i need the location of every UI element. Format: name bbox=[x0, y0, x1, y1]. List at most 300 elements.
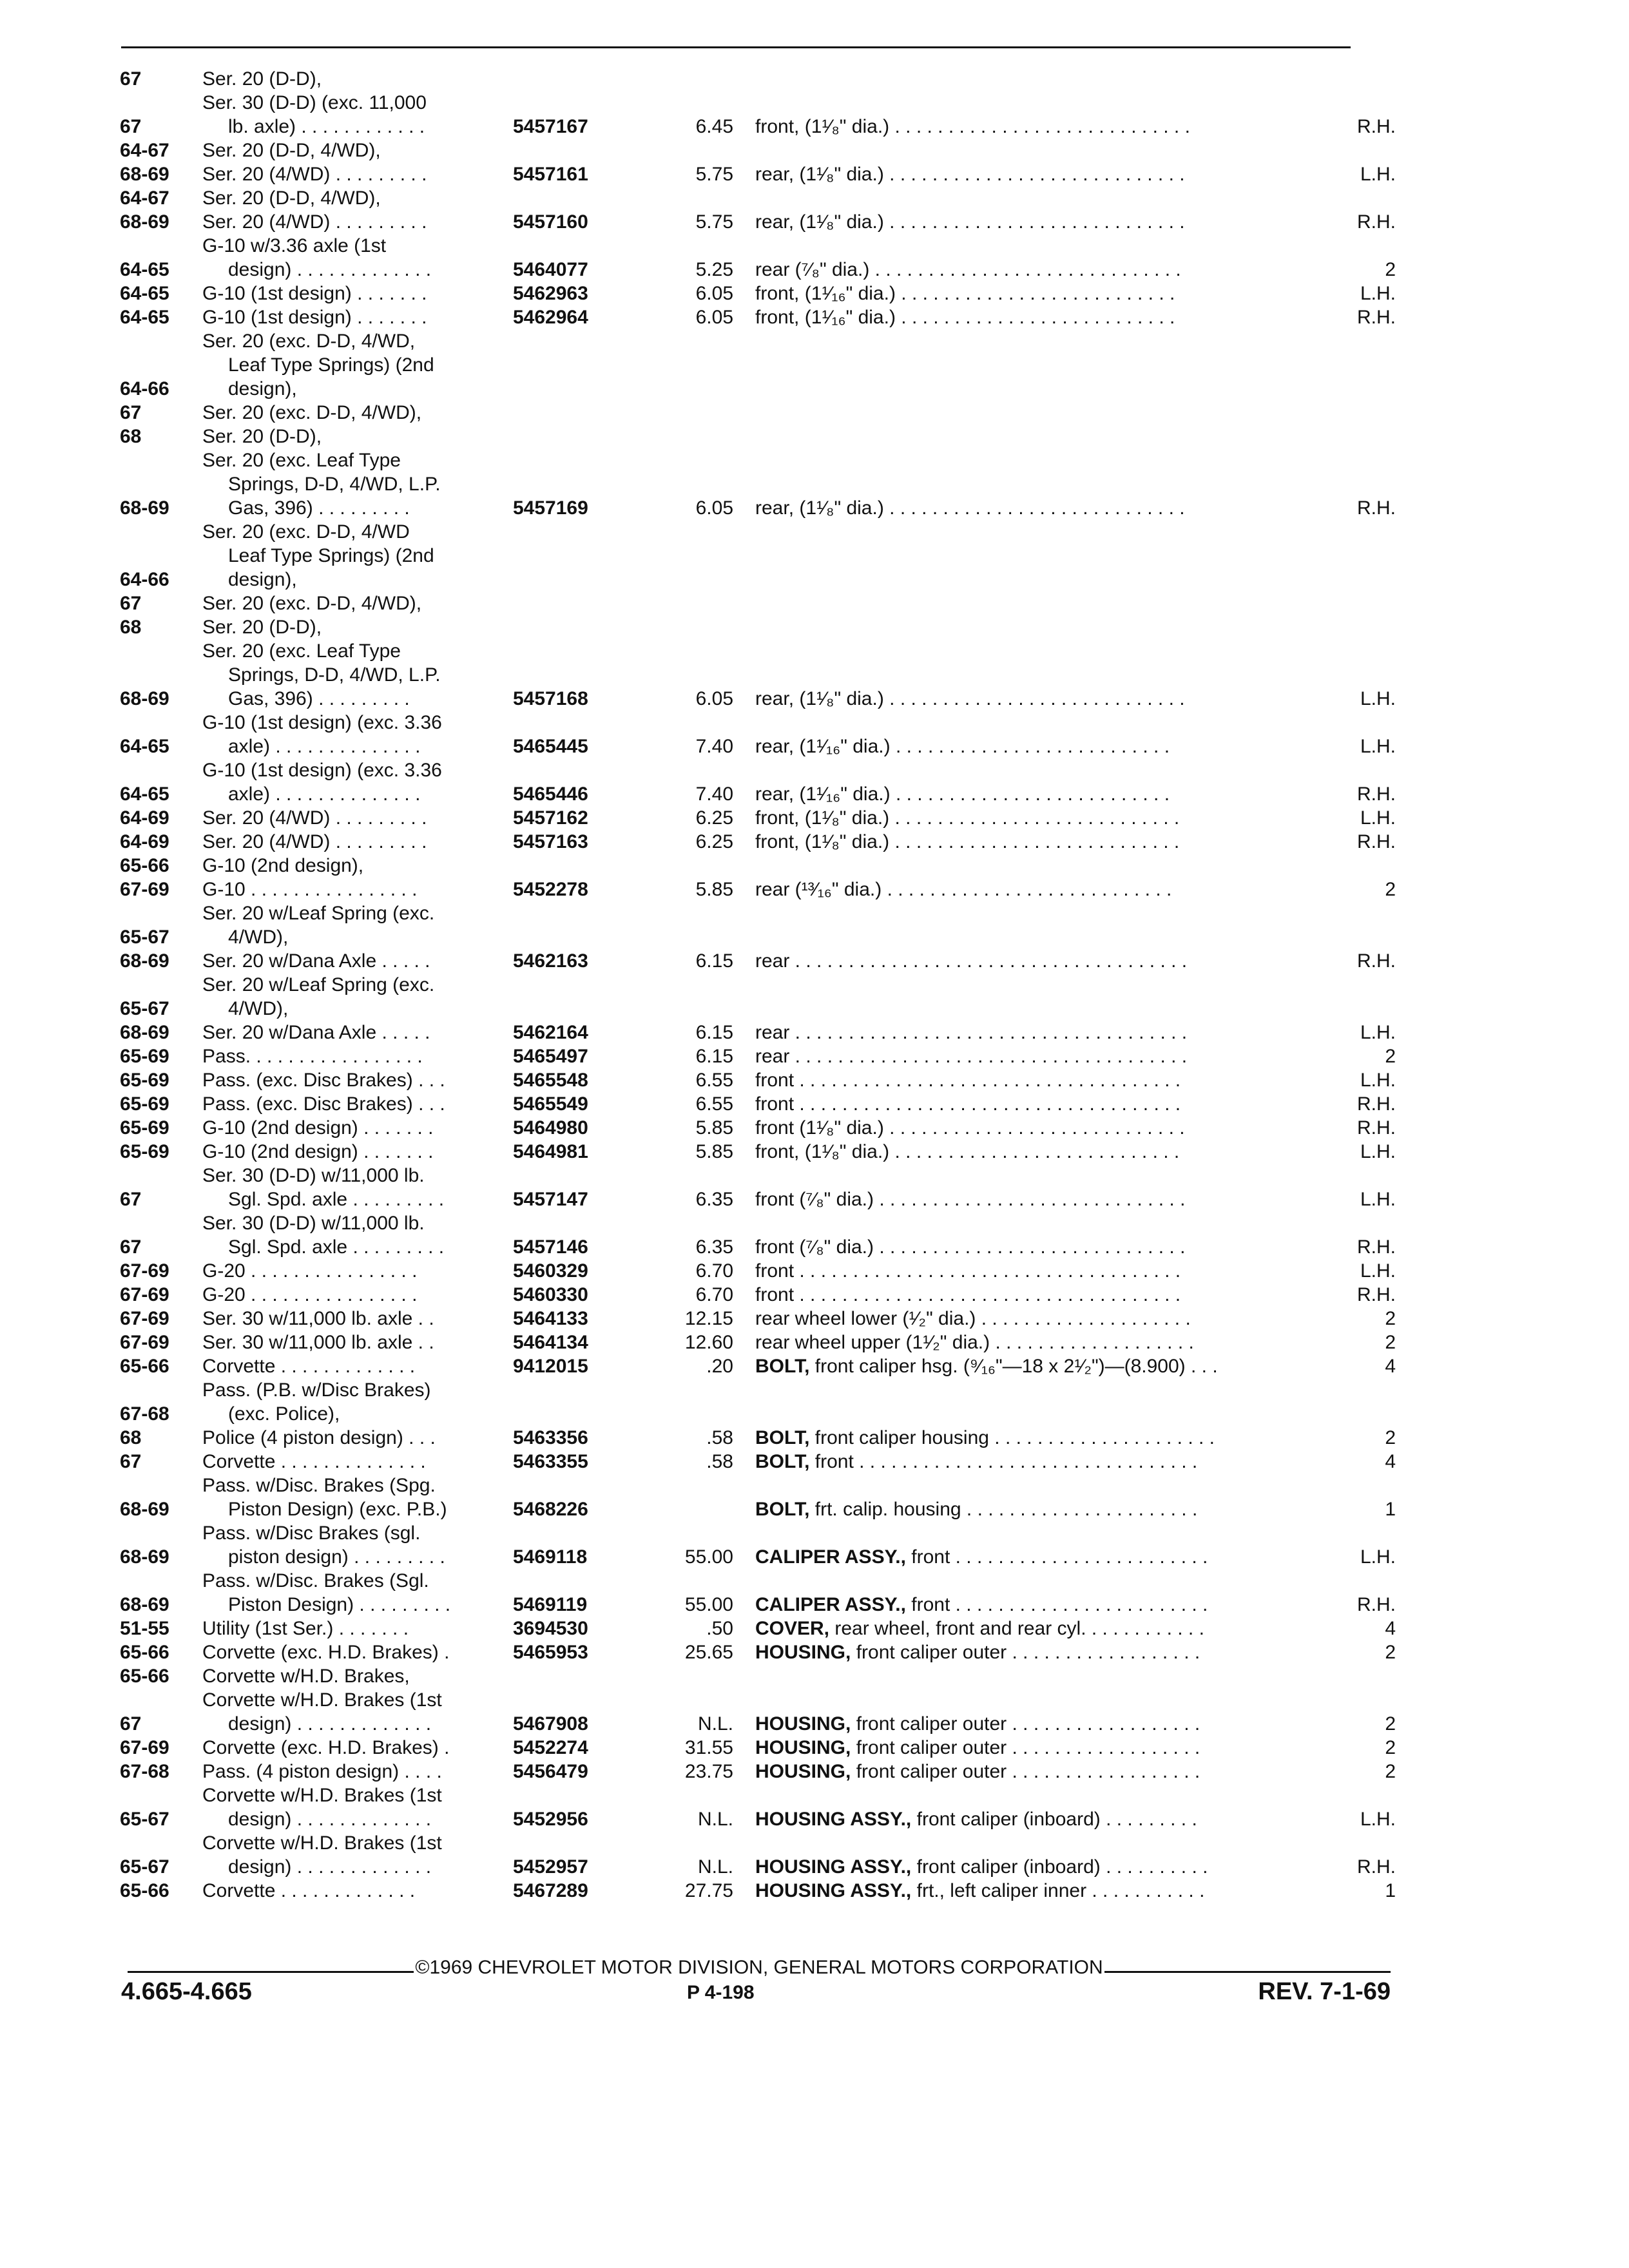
part-number: 5457162 bbox=[513, 807, 588, 829]
list-price: 5.75 bbox=[695, 164, 733, 185]
description-text: front caliper hsg. (⁹⁄₁₆"—18 x 2¹⁄₂")—(8.900) . . . bbox=[809, 1356, 1218, 1377]
table-row bbox=[120, 1450, 1396, 1474]
part-name: HOUSING, bbox=[755, 1737, 851, 1758]
table-row bbox=[120, 234, 1396, 282]
quantity-side: R.H. bbox=[1357, 783, 1396, 805]
model-application bbox=[202, 901, 513, 949]
model-years: 68-69 bbox=[120, 1546, 169, 1568]
quantity-side: 2 bbox=[1385, 1761, 1396, 1782]
part-number: 5464134 bbox=[513, 1332, 588, 1353]
quantity-side: 2 bbox=[1385, 1642, 1396, 1663]
part-description bbox=[755, 1283, 1325, 1307]
quantity-side: 2 bbox=[1385, 1427, 1396, 1448]
model-application bbox=[202, 830, 513, 854]
quantity-side: L.H. bbox=[1360, 1189, 1396, 1210]
model-application bbox=[202, 1569, 513, 1617]
model-line: Ser. 30 (D-D) w/11,000 lb. bbox=[202, 1165, 425, 1186]
top-rule bbox=[121, 46, 1351, 48]
part-name: HOUSING ASSY., bbox=[755, 1809, 912, 1830]
model-line: Corvette w/H.D. Brakes, bbox=[202, 1666, 410, 1687]
table-row bbox=[120, 615, 1396, 639]
model-application bbox=[202, 973, 513, 1021]
table-row bbox=[120, 973, 1396, 1021]
part-number: 5457147 bbox=[513, 1189, 588, 1210]
description-text: front caliper outer . . . . . . . . . . . . . . . . . . bbox=[851, 1761, 1200, 1782]
part-number: 5467908 bbox=[513, 1713, 588, 1735]
model-application bbox=[202, 1760, 513, 1783]
list-price: .58 bbox=[706, 1427, 733, 1448]
model-application bbox=[202, 639, 513, 711]
model-line: lb. axle) . . . . . . . . . . . . bbox=[228, 116, 425, 137]
part-description bbox=[755, 1354, 1325, 1378]
part-description bbox=[755, 1068, 1325, 1092]
model-application bbox=[202, 210, 513, 234]
model-years: 67-69 bbox=[120, 1260, 169, 1282]
model-application bbox=[202, 425, 513, 448]
model-line: Ser. 20 (exc. Leaf Type bbox=[202, 640, 401, 662]
part-description bbox=[755, 1593, 1325, 1617]
quantity-side: L.H. bbox=[1360, 1260, 1396, 1282]
part-description bbox=[755, 282, 1325, 305]
footer-group-range: 4.665-4.665 bbox=[121, 1978, 252, 2005]
model-line: Ser. 20 (4/WD) . . . . . . . . . bbox=[202, 164, 427, 185]
model-line: Corvette . . . . . . . . . . . . . bbox=[202, 1880, 416, 1901]
description-text: front . . . . . . . . . . . . . . . . . . . . . . . . . . . . . . . . . . . . bbox=[755, 1260, 1181, 1282]
footer-bottom bbox=[121, 1978, 1391, 2010]
part-number: 5452957 bbox=[513, 1856, 588, 1878]
table-row bbox=[120, 1617, 1396, 1640]
part-description bbox=[755, 210, 1325, 234]
description-text: front (⁷⁄₈" dia.) . . . . . . . . . . . . . . . . . . . . . . . . . . . . . bbox=[755, 1236, 1186, 1258]
description-text: front . . . . . . . . . . . . . . . . . . . . . . . . bbox=[905, 1594, 1208, 1615]
model-application bbox=[202, 1021, 513, 1044]
part-description bbox=[755, 1426, 1325, 1450]
part-description bbox=[755, 162, 1325, 186]
table-row bbox=[120, 1021, 1396, 1044]
model-years: 65-69 bbox=[120, 1046, 169, 1067]
quantity-side: L.H. bbox=[1360, 688, 1396, 709]
table-row bbox=[120, 878, 1396, 901]
model-years: 64-67 bbox=[120, 187, 169, 209]
model-line: Ser. 20 (exc. D-D, 4/WD bbox=[202, 521, 410, 543]
table-row bbox=[120, 1760, 1396, 1783]
table-row bbox=[120, 1354, 1396, 1378]
table-row bbox=[120, 1521, 1396, 1569]
model-application bbox=[202, 1831, 513, 1879]
model-application bbox=[202, 186, 513, 210]
model-application bbox=[202, 1664, 513, 1688]
model-line: G-10 (1st design) (exc. 3.36 bbox=[202, 712, 442, 733]
model-years: 65-69 bbox=[120, 1070, 169, 1091]
description-text: front . . . . . . . . . . . . . . . . . . . . . . . . . . . . . . . . . . . . bbox=[755, 1093, 1181, 1115]
model-line: Pass. (exc. Disc Brakes) . . . bbox=[202, 1093, 445, 1115]
model-line: Piston Design) . . . . . . . . . bbox=[228, 1594, 451, 1615]
description-text: rear wheel upper (1¹⁄₂" dia.) . . . . . . . . . . . . . . . . . . . bbox=[755, 1332, 1194, 1353]
table-row bbox=[120, 139, 1396, 162]
description-text: front caliper (inboard) . . . . . . . . . bbox=[911, 1809, 1197, 1830]
model-line: Police (4 piston design) . . . bbox=[202, 1427, 436, 1448]
model-years: 67 bbox=[120, 1236, 142, 1258]
list-price: 55.00 bbox=[684, 1594, 733, 1615]
model-line: Pass. (4 piston design) . . . . bbox=[202, 1761, 442, 1782]
table-row bbox=[120, 1140, 1396, 1164]
quantity-side: 2 bbox=[1385, 1046, 1396, 1067]
table-row bbox=[120, 854, 1396, 878]
model-line: 4/WD), bbox=[228, 927, 289, 948]
model-line: Ser. 20 (exc. D-D, 4/WD), bbox=[202, 402, 422, 423]
list-price: 6.05 bbox=[695, 283, 733, 304]
list-price: 31.55 bbox=[684, 1737, 733, 1758]
list-price: 5.85 bbox=[695, 1117, 733, 1139]
list-price: 6.05 bbox=[695, 497, 733, 519]
model-application bbox=[202, 1164, 513, 1211]
model-years: 67 bbox=[120, 68, 142, 90]
part-number: 5465548 bbox=[513, 1070, 588, 1091]
table-row bbox=[120, 305, 1396, 329]
model-years: 67 bbox=[120, 593, 142, 614]
list-price: 6.55 bbox=[695, 1070, 733, 1091]
model-years: 64-65 bbox=[120, 283, 169, 304]
model-years: 68-69 bbox=[120, 1594, 169, 1615]
parts-catalog-table bbox=[120, 67, 1396, 1903]
part-number: 5460330 bbox=[513, 1284, 588, 1305]
model-line: Ser. 20 (D-D), bbox=[202, 68, 322, 90]
list-price: 6.25 bbox=[695, 831, 733, 852]
list-price: 12.15 bbox=[684, 1308, 733, 1329]
model-line: Corvette . . . . . . . . . . . . . bbox=[202, 1356, 416, 1377]
part-number: 5465446 bbox=[513, 783, 588, 805]
model-line: Pass. w/Disc Brakes (sgl. bbox=[202, 1523, 421, 1544]
part-description bbox=[755, 1116, 1325, 1140]
model-application bbox=[202, 806, 513, 830]
model-application bbox=[202, 615, 513, 639]
model-application bbox=[202, 1354, 513, 1378]
model-application bbox=[202, 1140, 513, 1164]
list-price: N.L. bbox=[697, 1856, 733, 1878]
list-price: 5.75 bbox=[695, 211, 733, 233]
model-line: Ser. 20 (4/WD) . . . . . . . . . bbox=[202, 211, 427, 233]
part-description bbox=[755, 1235, 1325, 1259]
model-years: 67 bbox=[120, 1713, 142, 1735]
model-line: Corvette (exc. H.D. Brakes) . bbox=[202, 1737, 450, 1758]
model-line: Ser. 20 (D-D), bbox=[202, 426, 322, 447]
model-line: design) . . . . . . . . . . . . . bbox=[228, 1713, 432, 1735]
table-row bbox=[120, 949, 1396, 973]
model-application bbox=[202, 1450, 513, 1474]
description-text: front, (1¹⁄₈" dia.) . . . . . . . . . . . . . . . . . . . . . . . . . . . bbox=[755, 1141, 1180, 1162]
list-price: 23.75 bbox=[684, 1761, 733, 1782]
model-application bbox=[202, 1736, 513, 1760]
description-text: rear, (1¹⁄₁₆" dia.) . . . . . . . . . . . . . . . . . . . . . . . . . . bbox=[755, 736, 1170, 757]
model-years: 65-67 bbox=[120, 1856, 169, 1878]
model-line: Ser. 30 w/11,000 lb. axle . . bbox=[202, 1332, 434, 1353]
part-number: 5465953 bbox=[513, 1642, 588, 1663]
table-row bbox=[120, 1569, 1396, 1617]
table-row bbox=[120, 830, 1396, 854]
part-description bbox=[755, 1092, 1325, 1116]
model-years: 68-69 bbox=[120, 497, 169, 519]
quantity-side: R.H. bbox=[1357, 497, 1396, 519]
model-line: design) . . . . . . . . . . . . . bbox=[228, 1809, 432, 1830]
part-description bbox=[755, 1331, 1325, 1354]
part-name: BOLT, bbox=[755, 1451, 810, 1472]
table-row bbox=[120, 1378, 1396, 1426]
table-row bbox=[120, 67, 1396, 91]
quantity-side: L.H. bbox=[1360, 1546, 1396, 1568]
part-description bbox=[755, 1855, 1325, 1879]
part-description bbox=[755, 1807, 1325, 1831]
model-line: Corvette w/H.D. Brakes (1st bbox=[202, 1689, 442, 1711]
model-line: Corvette . . . . . . . . . . . . . . bbox=[202, 1451, 426, 1472]
description-text: front caliper (inboard) . . . . . . . . . . bbox=[911, 1856, 1208, 1878]
model-years: 64-66 bbox=[120, 569, 169, 590]
model-line: piston design) . . . . . . . . . bbox=[228, 1546, 445, 1568]
model-years: 65-67 bbox=[120, 998, 169, 1019]
part-number: 3694530 bbox=[513, 1618, 588, 1639]
model-line: Ser. 20 (D-D, 4/WD), bbox=[202, 140, 381, 161]
model-years: 67-69 bbox=[120, 1308, 169, 1329]
part-description bbox=[755, 735, 1325, 758]
description-text: front, (1¹⁄₈" dia.) . . . . . . . . . . . . . . . . . . . . . . . . . . . . bbox=[755, 116, 1190, 137]
model-application bbox=[202, 1426, 513, 1450]
description-text: front . . . . . . . . . . . . . . . . . . . . . . . . . . . . . . . . bbox=[809, 1451, 1198, 1472]
table-row bbox=[120, 1426, 1396, 1450]
model-application bbox=[202, 234, 513, 282]
part-description bbox=[755, 1640, 1325, 1664]
model-application bbox=[202, 448, 513, 520]
part-number: 5468226 bbox=[513, 1499, 588, 1520]
model-line: Corvette w/H.D. Brakes (1st bbox=[202, 1832, 442, 1854]
model-years: 64-65 bbox=[120, 783, 169, 805]
model-line: Ser. 20 w/Dana Axle . . . . . bbox=[202, 950, 430, 972]
part-description bbox=[755, 949, 1325, 973]
model-line: Ser. 30 (D-D) w/11,000 lb. bbox=[202, 1213, 425, 1234]
model-years: 68 bbox=[120, 426, 142, 447]
part-description bbox=[755, 1140, 1325, 1164]
model-line: Utility (1st Ser.) . . . . . . . bbox=[202, 1618, 409, 1639]
model-years: 65-66 bbox=[120, 855, 169, 876]
model-line: Corvette w/H.D. Brakes (1st bbox=[202, 1785, 442, 1806]
model-years: 64-65 bbox=[120, 259, 169, 280]
description-text: rear wheel lower (¹⁄₂" dia.) . . . . . . . . . . . . . . . . . . . . bbox=[755, 1308, 1191, 1329]
model-years: 65-69 bbox=[120, 1093, 169, 1115]
table-row bbox=[120, 448, 1396, 520]
model-years: 67 bbox=[120, 402, 142, 423]
part-number: 5464980 bbox=[513, 1117, 588, 1139]
part-description bbox=[755, 1545, 1325, 1569]
model-line: Ser. 20 (D-D), bbox=[202, 617, 322, 638]
list-price: 6.15 bbox=[695, 950, 733, 972]
list-price: 7.40 bbox=[695, 736, 733, 757]
part-description bbox=[755, 1617, 1325, 1640]
model-years: 51-55 bbox=[120, 1618, 169, 1639]
model-line: Springs, D-D, 4/WD, L.P. bbox=[228, 664, 441, 686]
model-application bbox=[202, 1783, 513, 1831]
quantity-side: L.H. bbox=[1360, 807, 1396, 829]
part-name: BOLT, bbox=[755, 1499, 810, 1520]
quantity-side: 4 bbox=[1385, 1618, 1396, 1639]
quantity-side: R.H. bbox=[1357, 950, 1396, 972]
table-row bbox=[120, 425, 1396, 448]
quantity-side: 2 bbox=[1385, 1737, 1396, 1758]
description-text: rear (⁷⁄₈" dia.) . . . . . . . . . . . . . . . . . . . . . . . . . . . . . bbox=[755, 259, 1181, 280]
model-years: 68 bbox=[120, 1427, 142, 1448]
quantity-side: 2 bbox=[1385, 1713, 1396, 1735]
list-price: 6.15 bbox=[695, 1046, 733, 1067]
quantity-side: 4 bbox=[1385, 1451, 1396, 1472]
description-text: front (⁷⁄₈" dia.) . . . . . . . . . . . . . . . . . . . . . . . . . . . . . bbox=[755, 1189, 1186, 1210]
model-application bbox=[202, 1521, 513, 1569]
part-description bbox=[755, 1259, 1325, 1283]
part-number: 5452278 bbox=[513, 879, 588, 900]
quantity-side: L.H. bbox=[1360, 283, 1396, 304]
table-row bbox=[120, 1640, 1396, 1664]
model-application bbox=[202, 139, 513, 162]
part-description bbox=[755, 1736, 1325, 1760]
table-row bbox=[120, 162, 1396, 186]
model-line: Sgl. Spd. axle . . . . . . . . . bbox=[228, 1189, 445, 1210]
part-number: 5464981 bbox=[513, 1141, 588, 1162]
model-years: 68-69 bbox=[120, 211, 169, 233]
table-row bbox=[120, 1307, 1396, 1331]
model-years: 65-69 bbox=[120, 1141, 169, 1162]
table-row bbox=[120, 1164, 1396, 1211]
quantity-side: R.H. bbox=[1357, 831, 1396, 852]
description-text: front . . . . . . . . . . . . . . . . . . . . . . . . . . . . . . . . . . . . bbox=[755, 1070, 1181, 1091]
part-description bbox=[755, 782, 1325, 806]
footer-revision: REV. 7-1-69 bbox=[1258, 1978, 1391, 2005]
description-text: rear . . . . . . . . . . . . . . . . . . . . . . . . . . . . . . . . . . . . . bbox=[755, 1022, 1188, 1043]
part-number: 5457168 bbox=[513, 688, 588, 709]
model-line: Pass. (exc. Disc Brakes) . . . bbox=[202, 1070, 445, 1091]
model-line: Ser. 20 (4/WD) . . . . . . . . . bbox=[202, 807, 427, 829]
model-years: 64-65 bbox=[120, 736, 169, 757]
part-number: 5462164 bbox=[513, 1022, 588, 1043]
model-application bbox=[202, 1092, 513, 1116]
quantity-side: R.H. bbox=[1357, 1856, 1396, 1878]
model-line: G-20 . . . . . . . . . . . . . . . . bbox=[202, 1284, 418, 1305]
list-price: .20 bbox=[706, 1356, 733, 1377]
table-row bbox=[120, 901, 1396, 949]
list-price: 6.70 bbox=[695, 1260, 733, 1282]
table-row bbox=[120, 1259, 1396, 1283]
model-application bbox=[202, 1688, 513, 1736]
list-price: N.L. bbox=[697, 1713, 733, 1735]
model-line: design) . . . . . . . . . . . . . bbox=[228, 1856, 432, 1878]
description-text: front caliper outer . . . . . . . . . . . . . . . . . . bbox=[851, 1713, 1200, 1735]
description-text: frt. calip. housing . . . . . . . . . . . . . . . . . . . . . . bbox=[809, 1499, 1198, 1520]
model-application bbox=[202, 282, 513, 305]
list-price: 6.55 bbox=[695, 1093, 733, 1115]
part-number: 5457161 bbox=[513, 164, 588, 185]
part-name: HOUSING, bbox=[755, 1713, 851, 1735]
list-price: 55.00 bbox=[684, 1546, 733, 1568]
model-application bbox=[202, 591, 513, 615]
quantity-side: L.H. bbox=[1360, 1809, 1396, 1830]
part-number: 5452956 bbox=[513, 1809, 588, 1830]
part-number: 5464133 bbox=[513, 1308, 588, 1329]
table-row bbox=[120, 1664, 1396, 1688]
quantity-side: 2 bbox=[1385, 879, 1396, 900]
model-line: G-10 (2nd design), bbox=[202, 855, 364, 876]
model-line: design), bbox=[228, 569, 297, 590]
description-text: front, (1¹⁄₁₆" dia.) . . . . . . . . . . . . . . . . . . . . . . . . . . bbox=[755, 283, 1175, 304]
table-row bbox=[120, 282, 1396, 305]
model-line: Leaf Type Springs) (2nd bbox=[228, 545, 434, 566]
description-text: rear . . . . . . . . . . . . . . . . . . . . . . . . . . . . . . . . . . . . . bbox=[755, 1046, 1188, 1067]
quantity-side: R.H. bbox=[1357, 211, 1396, 233]
list-price: 27.75 bbox=[684, 1880, 733, 1901]
model-years: 64-69 bbox=[120, 807, 169, 829]
model-line: design) . . . . . . . . . . . . . bbox=[228, 259, 432, 280]
part-description bbox=[755, 687, 1325, 711]
model-years: 65-66 bbox=[120, 1666, 169, 1687]
model-line: Springs, D-D, 4/WD, L.P. bbox=[228, 474, 441, 495]
part-description bbox=[755, 1021, 1325, 1044]
part-number: 5469118 bbox=[513, 1546, 588, 1568]
part-name: CALIPER ASSY., bbox=[755, 1546, 906, 1568]
model-line: G-20 . . . . . . . . . . . . . . . . bbox=[202, 1260, 418, 1282]
model-years: 65-66 bbox=[120, 1356, 169, 1377]
quantity-side: 1 bbox=[1385, 1499, 1396, 1520]
list-price: N.L. bbox=[697, 1809, 733, 1830]
quantity-side: L.H. bbox=[1360, 736, 1396, 757]
table-row bbox=[120, 711, 1396, 758]
model-years: 68-69 bbox=[120, 1022, 169, 1043]
part-number: 5465549 bbox=[513, 1093, 588, 1115]
table-row bbox=[120, 1474, 1396, 1521]
description-text: rear, (1¹⁄₈" dia.) . . . . . . . . . . . . . . . . . . . . . . . . . . . . bbox=[755, 211, 1185, 233]
model-line: G-10 (1st design) . . . . . . . bbox=[202, 283, 427, 304]
part-number: 5465497 bbox=[513, 1046, 588, 1067]
part-description bbox=[755, 1450, 1325, 1474]
model-application bbox=[202, 1378, 513, 1426]
model-years: 68-69 bbox=[120, 164, 169, 185]
model-line: Ser. 20 w/Leaf Spring (exc. bbox=[202, 974, 435, 995]
description-text: frt., left caliper inner . . . . . . . . . . . bbox=[911, 1880, 1205, 1901]
model-line: G-10 (1st design) (exc. 3.36 bbox=[202, 760, 442, 781]
model-application bbox=[202, 401, 513, 425]
model-line: Ser. 30 w/11,000 lb. axle . . bbox=[202, 1308, 434, 1329]
list-price: .58 bbox=[706, 1451, 733, 1472]
part-number: 5452274 bbox=[513, 1737, 588, 1758]
part-description bbox=[755, 830, 1325, 854]
part-number: 5469119 bbox=[513, 1594, 588, 1615]
table-row bbox=[120, 329, 1396, 401]
quantity-side: R.H. bbox=[1357, 1284, 1396, 1305]
model-line: Ser. 20 (D-D, 4/WD), bbox=[202, 187, 381, 209]
model-line: 4/WD), bbox=[228, 998, 289, 1019]
quantity-side: 4 bbox=[1385, 1356, 1396, 1377]
model-application bbox=[202, 1283, 513, 1307]
description-text: front, (1¹⁄₁₆" dia.) . . . . . . . . . . . . . . . . . . . . . . . . . . bbox=[755, 307, 1175, 328]
model-line: Ser. 20 w/Leaf Spring (exc. bbox=[202, 903, 435, 924]
list-price: 6.70 bbox=[695, 1284, 733, 1305]
description-text: front (1¹⁄₈" dia.) . . . . . . . . . . . . . . . . . . . . . . . . . . . . bbox=[755, 1117, 1185, 1139]
model-years: 67-68 bbox=[120, 1403, 169, 1425]
list-price: 6.35 bbox=[695, 1189, 733, 1210]
list-price: 6.05 bbox=[695, 688, 733, 709]
table-row bbox=[120, 1044, 1396, 1068]
table-row bbox=[120, 1831, 1396, 1879]
description-text: front caliper outer . . . . . . . . . . . . . . . . . . bbox=[851, 1737, 1200, 1758]
table-row bbox=[120, 1211, 1396, 1259]
model-application bbox=[202, 329, 513, 401]
model-application bbox=[202, 91, 513, 139]
model-application bbox=[202, 1879, 513, 1903]
model-line: Gas, 396) . . . . . . . . . bbox=[228, 688, 410, 709]
part-description bbox=[755, 1760, 1325, 1783]
